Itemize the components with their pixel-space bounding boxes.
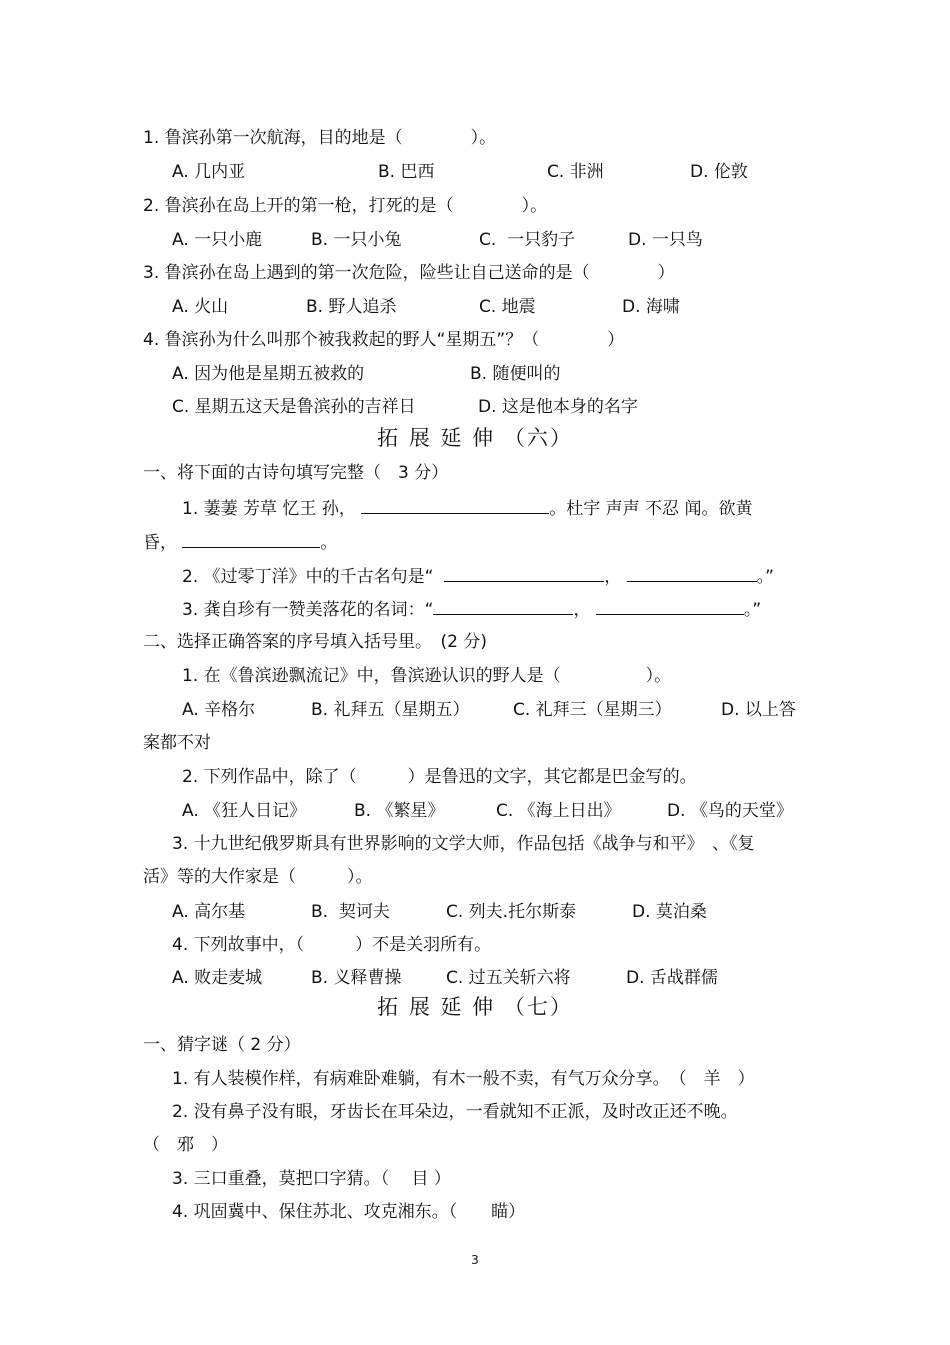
page-number: 3 (471, 1253, 479, 1267)
fill-q1-text-a: 1. 萋萋 芳草 忆王 孙， (182, 499, 356, 519)
q4-option-b: B. 随便叫的 (470, 364, 561, 384)
answer-blank[interactable] (361, 497, 549, 514)
cq4-option-b: B. 义释曹操 (311, 968, 402, 988)
section-6-title: 拓 展 延 伸 （六） (377, 426, 573, 450)
cq2-option-d: D. 《鸟的天堂》 (667, 801, 793, 821)
fill-question-2 (182, 565, 774, 588)
fill-q2-text-a: 2. 《过零丁洋》中的千古名句是“ (182, 567, 434, 587)
answer-blank[interactable] (596, 598, 744, 615)
q2-option-b: B. 一只小兔 (311, 230, 402, 250)
section-7-title: 拓 展 延 伸 （七） (377, 995, 573, 1019)
q2-option-c: C. 一只豹子 (479, 230, 576, 250)
question-2-stem: 2. 鲁滨孙在岛上开的第一枪，打死的是（ ）。 (143, 196, 548, 216)
cq1-option-a: A. 辛格尔 (182, 700, 256, 720)
answer-blank[interactable] (433, 598, 573, 615)
fill-q1-text-b: 。杜宇 声声 不忍 闻。欲黄 (549, 499, 753, 519)
answer-blank[interactable] (627, 565, 757, 582)
riddle-heading: 一、猜字谜（ 2 分） (143, 1035, 301, 1055)
q4-option-a: A. 因为他是星期五被救的 (172, 364, 365, 384)
fill-q3-text-b: ， (573, 600, 591, 620)
part-2-heading: 二、选择正确答案的序号填入括号里。 (2 分) (143, 632, 487, 652)
question-4-stem: 4. 鲁滨孙为什么叫那个被我救起的野人“星期五”？（ ） (143, 330, 625, 350)
fill-q2-text-b: ， (604, 567, 622, 587)
answer-blank[interactable] (444, 565, 604, 582)
answer-blank[interactable] (182, 531, 320, 548)
cq3-option-a: A. 高尔基 (172, 902, 246, 922)
choice-question-4: 4. 下列故事中，（ ）不是关羽所有。 (172, 935, 492, 955)
fill-q1-text-d: 。 (320, 533, 338, 553)
choice-question-3: 3. 十九世纪俄罗斯具有世界影响的文学大师，作品包括《战争与和平》 、《复 (172, 834, 755, 854)
q3-option-c: C. 地震 (479, 297, 536, 317)
question-1-stem: 1. 鲁滨孙第一次航海，目的地是（ ）。 (143, 128, 497, 148)
cq4-option-c: C. 过五关斩六将 (446, 968, 571, 988)
riddle-1: 1. 有人装模作样，有病难卧难躺，有木一般不卖，有气万众分享。 （ 羊 ） (172, 1069, 755, 1089)
cq4-option-d: D. 舌战群儒 (626, 968, 718, 988)
q4-option-d: D. 这是他本身的名字 (478, 397, 638, 417)
cq3-option-b: B. 契诃夫 (311, 902, 390, 922)
riddle-2-answer: （ 邪 ） (143, 1135, 228, 1155)
cq2-option-c: C. 《海上日出》 (496, 801, 621, 821)
choice-question-2: 2. 下列作品中，除了（ ）是鲁迅的文字，其它都是巴金写的。 (182, 767, 697, 787)
q1-option-d: D. 伦敦 (690, 162, 748, 182)
riddle-2: 2. 没有鼻子没有眼，牙齿长在耳朵边，一看就知不正派，及时改正还不晚。 (172, 1102, 738, 1122)
choice-question-3-cont: 活》等的大作家是（ ）。 (143, 867, 373, 887)
q1-option-b: B. 巴西 (378, 162, 435, 182)
fill-question-1-cont (143, 531, 337, 554)
choice-question-1: 1. 在《鲁滨逊飘流记》中，鲁滨逊认识的野人是（ ）。 (182, 666, 672, 686)
cq1-option-c: C. 礼拜三（星期三） (513, 700, 672, 720)
fill-q3-text-c: 。” (743, 600, 762, 620)
q3-option-b: B. 野人追杀 (306, 297, 397, 317)
cq2-option-b: B. 《繁星》 (354, 801, 445, 821)
q4-option-c: C. 星期五这天是鲁滨孙的吉祥日 (172, 397, 416, 417)
cq1-option-d-cont: 案都不对 (143, 733, 211, 753)
q2-option-d: D. 一只鸟 (628, 230, 703, 250)
q1-option-c: C. 非洲 (547, 162, 604, 182)
riddle-4: 4. 巩固冀中、保住苏北、攻克湘东。（ 瞄） (172, 1202, 526, 1222)
q3-option-a: A. 火山 (172, 297, 229, 317)
cq3-option-c: C. 列夫.托尔斯泰 (446, 902, 577, 922)
cq1-option-b: B. 礼拜五（星期五） (311, 700, 470, 720)
q2-option-a: A. 一只小鹿 (172, 230, 263, 250)
cq1-option-d: D. 以上答 (721, 700, 796, 720)
fill-question-3 (182, 598, 761, 621)
riddle-3: 3. 三口重叠，莫把口字猜。（ 目 ） (172, 1169, 451, 1189)
part-1-heading: 一、将下面的古诗句填写完整（ 3 分） (143, 463, 449, 483)
fill-q2-text-c: 。” (756, 567, 774, 587)
cq3-option-d: D. 莫泊桑 (632, 902, 707, 922)
fill-q3-text-a: 3. 龚自珍有一赞美落花的名词：“ (182, 600, 434, 620)
q3-option-d: D. 海啸 (622, 297, 680, 317)
fill-question-1 (182, 497, 752, 520)
cq2-option-a: A. 《狂人日记》 (182, 801, 307, 821)
fill-q1-text-c: 昏， (143, 533, 177, 553)
cq4-option-a: A. 败走麦城 (172, 968, 263, 988)
q1-option-a: A. 几内亚 (172, 162, 246, 182)
question-3-stem: 3. 鲁滨孙在岛上遇到的第一次危险，险些让自己送命的是（ ） (143, 263, 675, 283)
